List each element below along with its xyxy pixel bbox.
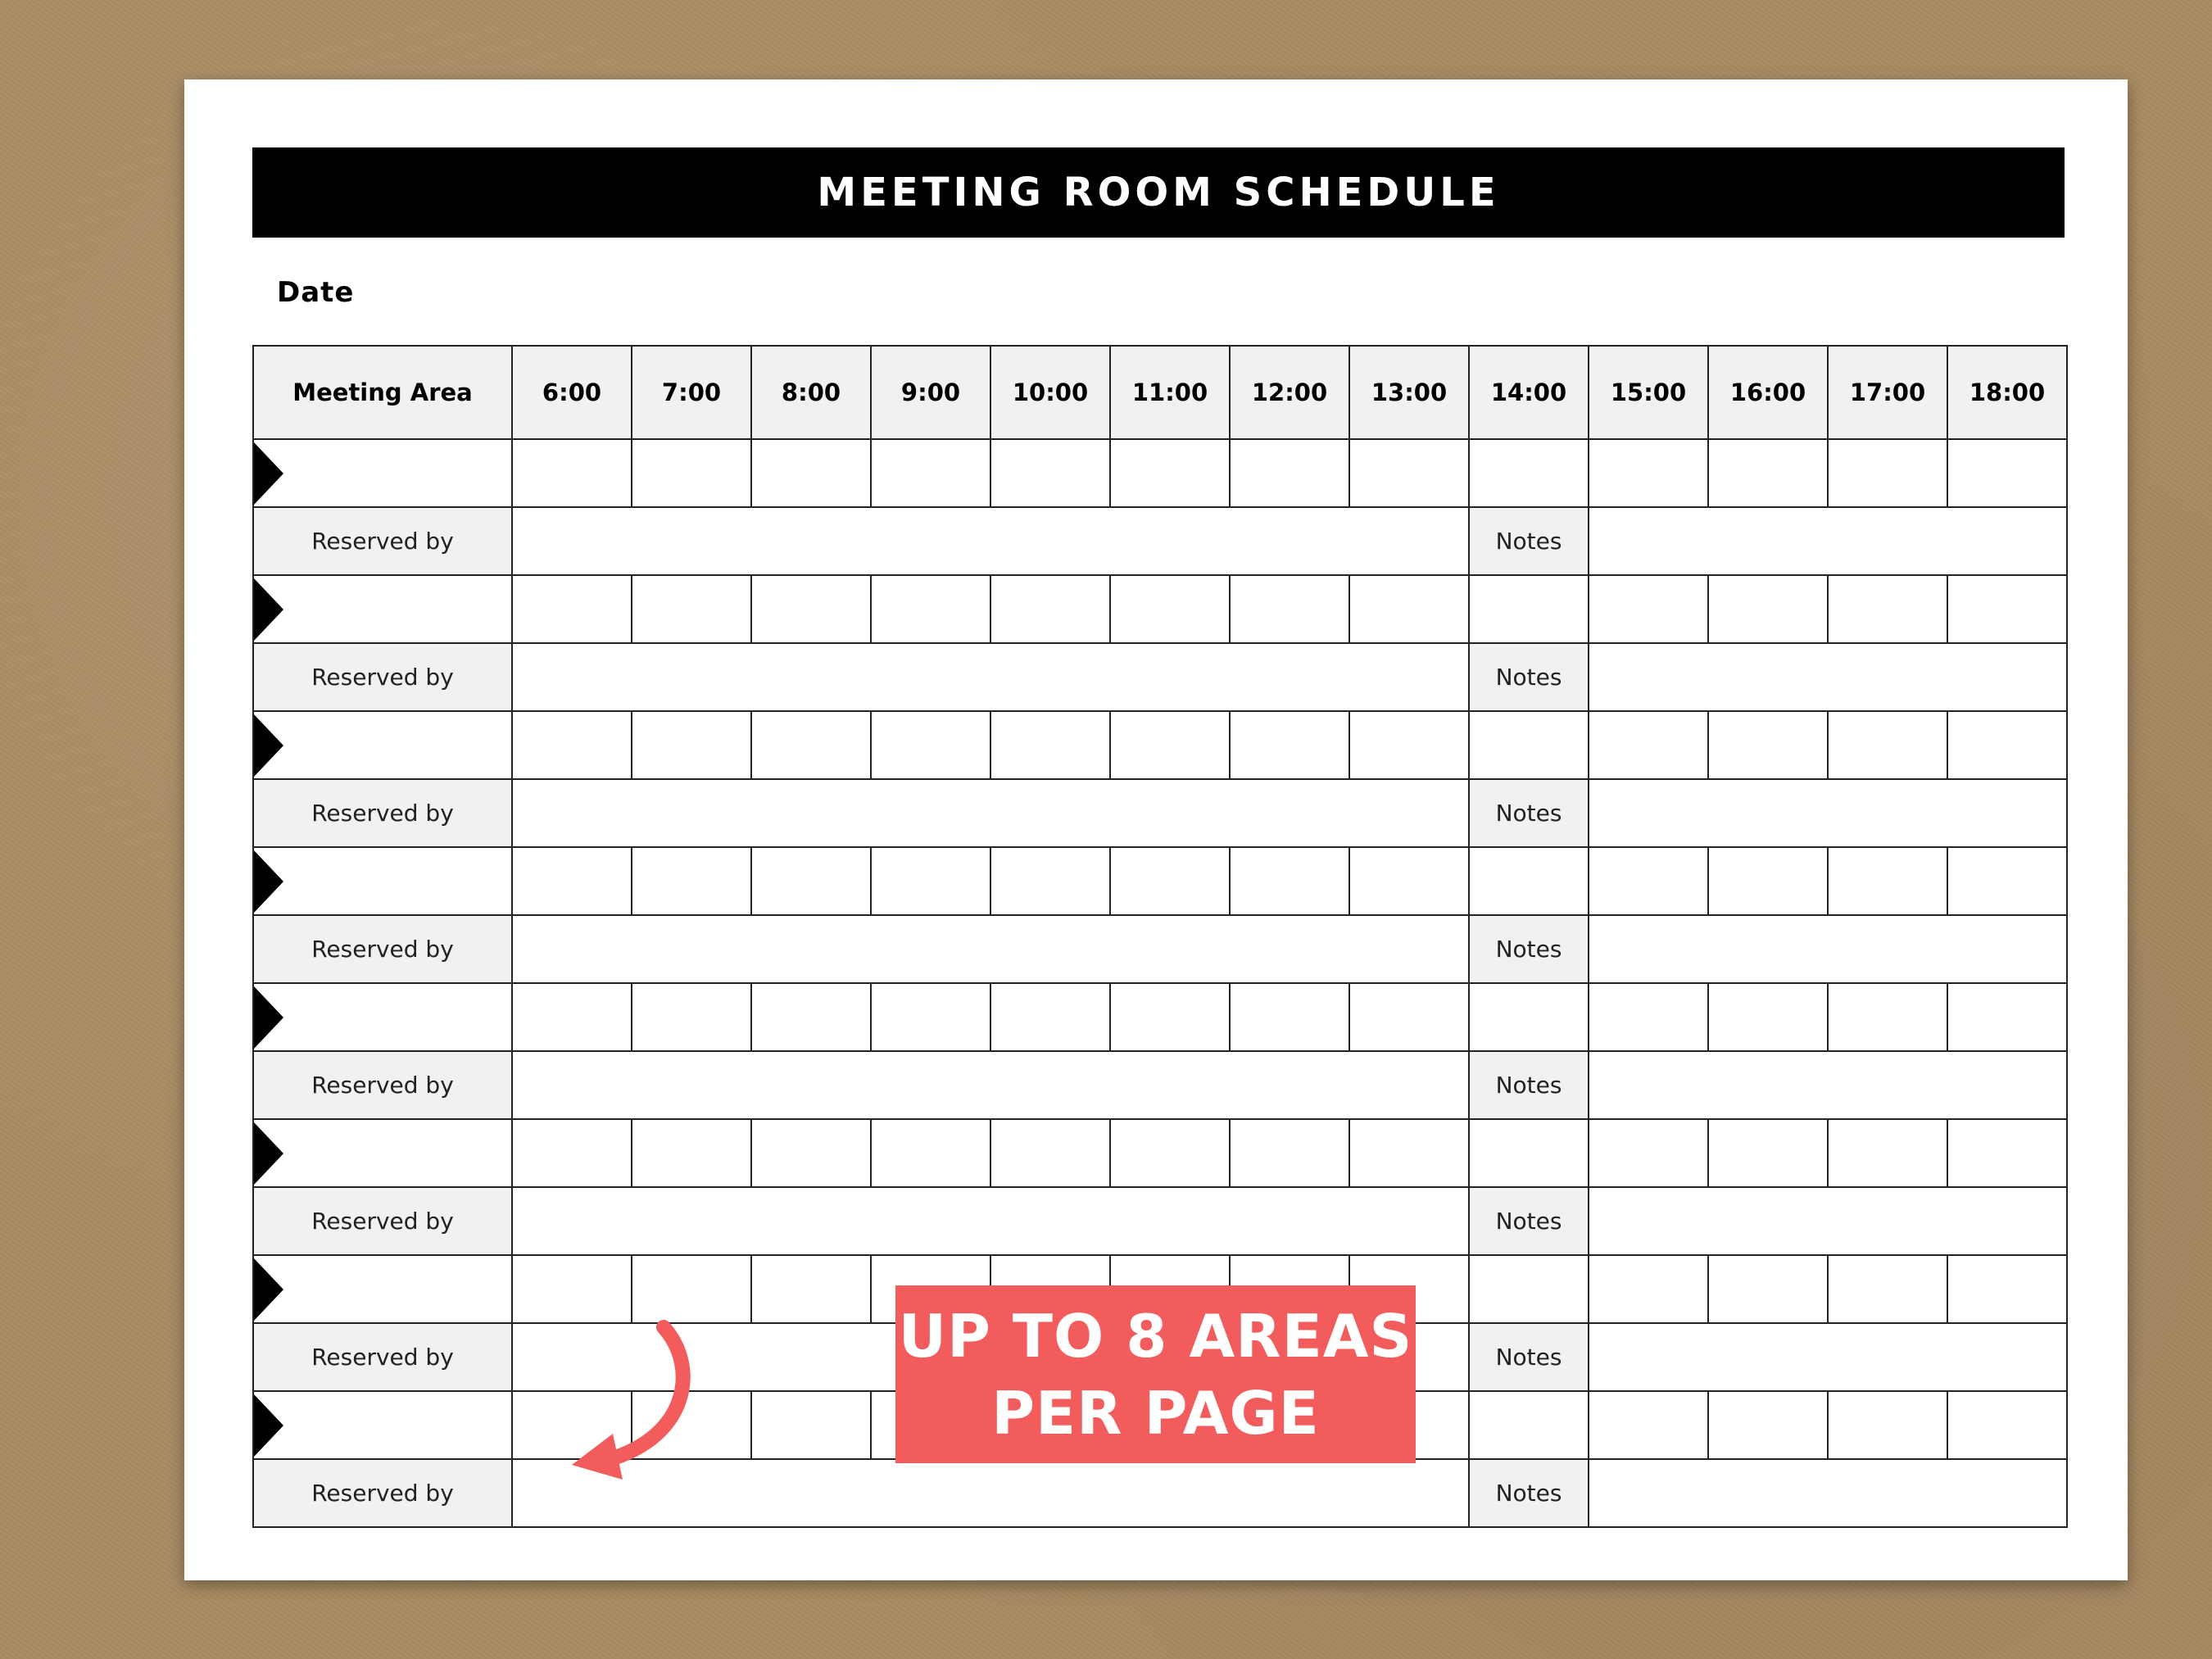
meeting-area-header: Meeting Area [253, 346, 512, 439]
triangle-marker-icon [254, 442, 283, 505]
hour-header: 14:00 [1469, 346, 1589, 439]
notes-label: Notes [1469, 915, 1589, 983]
area-row [253, 575, 2067, 643]
time-slot-cell[interactable] [1230, 847, 1349, 915]
time-slot-cell[interactable] [1947, 1255, 2067, 1323]
time-slot-cell[interactable] [1947, 711, 2067, 779]
time-slot-cell[interactable] [1589, 1255, 1708, 1323]
time-slot-cell[interactable] [1947, 575, 2067, 643]
time-slot-cell[interactable] [1349, 983, 1469, 1051]
callout-line-1: UP TO 8 AREAS [898, 1301, 1413, 1371]
reserved-by-label: Reserved by [253, 1187, 512, 1255]
time-slot-cell[interactable] [512, 575, 632, 643]
reservation-row [253, 1051, 2067, 1119]
hour-header: 16:00 [1708, 346, 1828, 439]
hour-header: 9:00 [871, 346, 990, 439]
reserved-by-label: Reserved by [253, 643, 512, 711]
time-slot-cell[interactable] [512, 983, 632, 1051]
notes-label: Notes [1469, 1187, 1589, 1255]
time-slot-cell[interactable] [751, 711, 871, 779]
triangle-marker-icon [254, 1122, 283, 1185]
reserved-by-label: Reserved by [253, 1323, 512, 1391]
time-slot-cell[interactable] [751, 1255, 871, 1323]
time-slot-cell[interactable] [1828, 983, 1947, 1051]
hour-header: 7:00 [632, 346, 751, 439]
time-slot-cell[interactable] [1708, 983, 1828, 1051]
reservation-row [253, 1459, 2067, 1527]
hour-header: 13:00 [1349, 346, 1469, 439]
curved-arrow-icon [565, 1319, 713, 1483]
time-slot-cell[interactable] [990, 439, 1110, 507]
notes-field[interactable] [1589, 779, 2067, 847]
time-slot-cell[interactable] [632, 575, 751, 643]
time-slot-cell[interactable] [512, 847, 632, 915]
hour-header: 17:00 [1828, 346, 1947, 439]
time-slot-cell[interactable] [1349, 847, 1469, 915]
notes-field[interactable] [1589, 915, 2067, 983]
reserved-by-label: Reserved by [253, 779, 512, 847]
time-slot-cell[interactable] [1708, 439, 1828, 507]
area-row [253, 711, 2067, 779]
time-slot-cell[interactable] [632, 439, 751, 507]
time-slot-cell[interactable] [1589, 847, 1708, 915]
time-slot-cell[interactable] [1708, 847, 1828, 915]
schedule-sheet [184, 79, 2128, 1580]
reserved-by-field[interactable] [512, 915, 1469, 983]
time-slot-cell[interactable] [990, 711, 1110, 779]
reservation-row [253, 1187, 2067, 1255]
notes-field[interactable] [1589, 643, 2067, 711]
notes-label: Notes [1469, 1459, 1589, 1527]
promo-callout [895, 1285, 1416, 1463]
time-slot-cell[interactable] [1589, 439, 1708, 507]
time-slot-cell[interactable] [1708, 1391, 1828, 1459]
time-slot-cell[interactable] [990, 1119, 1110, 1187]
reserved-by-field[interactable] [512, 643, 1469, 711]
time-slot-cell[interactable] [1828, 439, 1947, 507]
time-slot-cell[interactable] [1947, 983, 2067, 1051]
area-row [253, 439, 2067, 507]
time-slot-cell[interactable] [990, 983, 1110, 1051]
notes-field[interactable] [1589, 1051, 2067, 1119]
time-slot-cell[interactable] [751, 575, 871, 643]
time-slot-cell[interactable] [1947, 1391, 2067, 1459]
time-slot-cell[interactable] [1110, 1119, 1230, 1187]
time-slot-cell[interactable] [512, 711, 632, 779]
time-slot-cell[interactable] [1349, 1119, 1469, 1187]
triangle-marker-icon [254, 986, 283, 1049]
notes-field[interactable] [1589, 1459, 2067, 1527]
time-slot-cell[interactable] [1469, 1391, 1589, 1459]
reservation-row [253, 507, 2067, 575]
reservation-row [253, 643, 2067, 711]
callout-line-2: PER PAGE [991, 1378, 1320, 1448]
time-slot-cell[interactable] [1828, 847, 1947, 915]
time-slot-cell[interactable] [632, 1119, 751, 1187]
time-slot-cell[interactable] [1469, 847, 1589, 915]
triangle-marker-icon [254, 578, 283, 641]
sheet-title: MEETING ROOM SCHEDULE [252, 147, 2065, 238]
notes-field[interactable] [1589, 507, 2067, 575]
time-slot-cell[interactable] [751, 1119, 871, 1187]
area-name-cell[interactable] [253, 1255, 512, 1323]
time-slot-cell[interactable] [751, 1391, 871, 1459]
notes-field[interactable] [1589, 1187, 2067, 1255]
time-slot-cell[interactable] [1828, 575, 1947, 643]
time-slot-cell[interactable] [1230, 1119, 1349, 1187]
time-slot-cell[interactable] [1349, 711, 1469, 779]
time-slot-cell[interactable] [1230, 439, 1349, 507]
time-slot-cell[interactable] [1828, 1119, 1947, 1187]
triangle-marker-icon [254, 714, 283, 777]
notes-label: Notes [1469, 643, 1589, 711]
time-slot-cell[interactable] [1589, 1119, 1708, 1187]
time-slot-cell[interactable] [1589, 711, 1708, 779]
area-row [253, 1119, 2067, 1187]
area-name-cell[interactable] [253, 847, 512, 915]
hour-header: 8:00 [751, 346, 871, 439]
area-name-cell[interactable] [253, 983, 512, 1051]
time-slot-cell[interactable] [751, 847, 871, 915]
reserved-by-label: Reserved by [253, 915, 512, 983]
time-slot-cell[interactable] [871, 711, 990, 779]
notes-label: Notes [1469, 1323, 1589, 1391]
time-slot-cell[interactable] [1110, 439, 1230, 507]
time-slot-cell[interactable] [512, 1255, 632, 1323]
area-name-cell[interactable] [253, 439, 512, 507]
time-slot-cell[interactable] [1947, 847, 2067, 915]
time-slot-cell[interactable] [1349, 439, 1469, 507]
time-slot-cell[interactable] [1469, 439, 1589, 507]
hour-header: 10:00 [990, 346, 1110, 439]
time-slot-cell[interactable] [1708, 1119, 1828, 1187]
reserved-by-label: Reserved by [253, 1459, 512, 1527]
area-row [253, 983, 2067, 1051]
time-slot-cell[interactable] [1469, 711, 1589, 779]
triangle-marker-icon [254, 850, 283, 913]
hour-header: 6:00 [512, 346, 632, 439]
time-slot-cell[interactable] [1110, 711, 1230, 779]
triangle-marker-icon [254, 1394, 283, 1457]
time-slot-cell[interactable] [1349, 575, 1469, 643]
area-name-cell[interactable] [253, 575, 512, 643]
time-slot-cell[interactable] [1230, 711, 1349, 779]
time-slot-cell[interactable] [1589, 983, 1708, 1051]
time-slot-cell[interactable] [632, 847, 751, 915]
area-row [253, 847, 2067, 915]
notes-field[interactable] [1589, 1323, 2067, 1391]
time-slot-cell[interactable] [1589, 575, 1708, 643]
time-slot-cell[interactable] [1469, 1119, 1589, 1187]
reserved-by-label: Reserved by [253, 1051, 512, 1119]
time-slot-cell[interactable] [1828, 1391, 1947, 1459]
time-slot-cell[interactable] [632, 983, 751, 1051]
time-slot-cell[interactable] [1110, 847, 1230, 915]
time-slot-cell[interactable] [1110, 983, 1230, 1051]
time-slot-cell[interactable] [632, 1255, 751, 1323]
time-slot-cell[interactable] [871, 1119, 990, 1187]
time-slot-cell[interactable] [1469, 1255, 1589, 1323]
time-slot-cell[interactable] [1589, 1391, 1708, 1459]
notes-label: Notes [1469, 779, 1589, 847]
area-name-cell[interactable] [253, 1391, 512, 1459]
notes-label: Notes [1469, 507, 1589, 575]
reserved-by-field[interactable] [512, 779, 1469, 847]
header-row [253, 346, 2067, 439]
time-slot-cell[interactable] [1828, 711, 1947, 779]
time-slot-cell[interactable] [1708, 711, 1828, 779]
hour-header: 12:00 [1230, 346, 1349, 439]
hour-header: 18:00 [1947, 346, 2067, 439]
time-slot-cell[interactable] [1230, 983, 1349, 1051]
time-slot-cell[interactable] [990, 575, 1110, 643]
time-slot-cell[interactable] [751, 983, 871, 1051]
notes-label: Notes [1469, 1051, 1589, 1119]
time-slot-cell[interactable] [1230, 575, 1349, 643]
time-slot-cell[interactable] [751, 439, 871, 507]
reservation-row [253, 779, 2067, 847]
time-slot-cell[interactable] [1947, 439, 2067, 507]
reservation-row [253, 915, 2067, 983]
time-slot-cell[interactable] [871, 847, 990, 915]
time-slot-cell[interactable] [1469, 983, 1589, 1051]
hour-header: 11:00 [1110, 346, 1230, 439]
reserved-by-field[interactable] [512, 1187, 1469, 1255]
time-slot-cell[interactable] [512, 439, 632, 507]
time-slot-cell[interactable] [512, 1119, 632, 1187]
reserved-by-field[interactable] [512, 1051, 1469, 1119]
date-label: Date [277, 276, 355, 309]
reserved-by-field[interactable] [512, 507, 1469, 575]
time-slot-cell[interactable] [990, 847, 1110, 915]
time-slot-cell[interactable] [1708, 575, 1828, 643]
time-slot-cell[interactable] [1708, 1255, 1828, 1323]
time-slot-cell[interactable] [871, 983, 990, 1051]
time-slot-cell[interactable] [632, 711, 751, 779]
time-slot-cell[interactable] [1110, 575, 1230, 643]
time-slot-cell[interactable] [1828, 1255, 1947, 1323]
time-slot-cell[interactable] [1469, 575, 1589, 643]
reserved-by-label: Reserved by [253, 507, 512, 575]
time-slot-cell[interactable] [871, 439, 990, 507]
triangle-marker-icon [254, 1258, 283, 1321]
area-name-cell[interactable] [253, 711, 512, 779]
area-name-cell[interactable] [253, 1119, 512, 1187]
hour-header: 15:00 [1589, 346, 1708, 439]
time-slot-cell[interactable] [871, 575, 990, 643]
time-slot-cell[interactable] [1947, 1119, 2067, 1187]
